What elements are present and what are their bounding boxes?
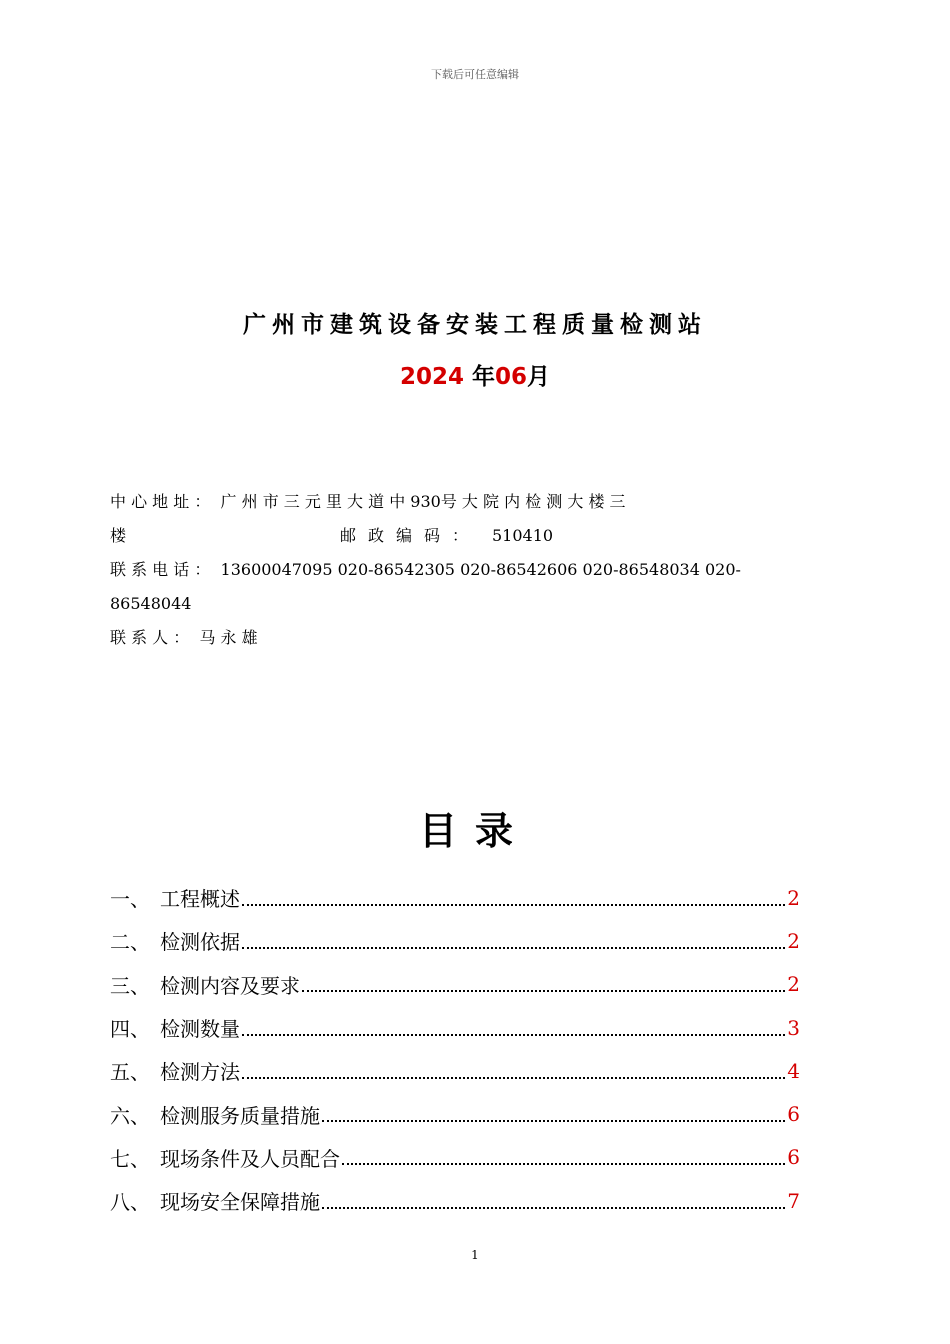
toc-item-label: 工程概述 (160, 887, 240, 912)
toc-item-number: 二、 (110, 930, 150, 955)
toc-dot-leader (242, 904, 785, 906)
phone-value: 13600047095 020-86542305 020-86542606 020-86548034 020- (220, 560, 741, 579)
toc-item-page: 2 (787, 972, 800, 997)
toc-item[interactable] (110, 963, 800, 1006)
person-value: 马 永 雄 (199, 628, 258, 647)
organization-name: 广州市建筑设备安装工程质量检测站 (243, 312, 707, 338)
page-number: 1 (471, 1248, 479, 1262)
toc-item-label: 检测内容及要求 (160, 973, 300, 998)
toc-item[interactable] (110, 1136, 800, 1179)
table-of-contents (110, 876, 800, 1222)
zip-value: 510410 (492, 526, 554, 545)
toc-item-page: 6 (787, 1145, 800, 1170)
toc-item-number: 四、 (110, 1017, 150, 1042)
toc-item-label: 检测数量 (160, 1017, 240, 1042)
phone-continuation: 86548044 (110, 594, 192, 613)
toc-item-label: 检测服务质量措施 (160, 1103, 320, 1128)
toc-item-number: 六、 (110, 1103, 150, 1128)
date-month: 06 (495, 364, 528, 390)
toc-item[interactable] (110, 919, 800, 962)
toc-item[interactable] (110, 1092, 800, 1135)
header-note: 下载后可任意编辑 (431, 68, 519, 81)
toc-item-number: 八、 (110, 1190, 150, 1215)
toc-item-page: 2 (787, 928, 800, 953)
toc-item-number: 五、 (110, 1060, 150, 1085)
toc-item[interactable] (110, 1049, 800, 1092)
toc-dot-leader (322, 1207, 785, 1209)
phone-label: 联 系 电 话 ： (110, 560, 211, 579)
toc-item-label: 现场条件及人员配合 (160, 1146, 340, 1171)
date-month-unit: 月 (527, 364, 551, 390)
toc-dot-leader (242, 1034, 785, 1036)
toc-item-number: 三、 (110, 973, 150, 998)
toc-item-label: 检测方法 (160, 1060, 240, 1085)
toc-item-number: 一、 (110, 887, 150, 912)
toc-item-label: 检测依据 (160, 930, 240, 955)
phone-cont-line (110, 587, 832, 621)
document-date (0, 358, 950, 391)
toc-item[interactable] (110, 1179, 800, 1222)
address-label: 中 心 地 址 ： (110, 492, 211, 511)
toc-dot-leader (322, 1120, 785, 1122)
date-year-unit: 年 (463, 364, 495, 390)
toc-dot-leader (242, 947, 785, 949)
address-value: 广 州 市 三 元 里 大 道 中 930号 大 院 内 检 测 大 楼 三 (220, 492, 626, 511)
address-cont-line (110, 519, 832, 553)
toc-item-label: 现场安全保障措施 (160, 1190, 320, 1215)
toc-item-number: 七、 (110, 1146, 150, 1171)
address-line (110, 485, 832, 519)
date-year: 2024 (399, 364, 464, 390)
toc-dot-leader (342, 1163, 785, 1165)
zip-label: 邮政编码： (340, 526, 481, 545)
toc-dot-leader (242, 1077, 785, 1079)
phone-line (110, 553, 832, 587)
person-label: 联 系 人 ： (110, 628, 190, 647)
toc-dot-leader (302, 990, 785, 992)
toc-item-page: 4 (787, 1058, 800, 1083)
toc-item-page: 3 (787, 1015, 800, 1040)
person-line (110, 621, 832, 655)
toc-item-page: 6 (787, 1102, 800, 1127)
toc-item-page: 7 (787, 1188, 800, 1213)
toc-item[interactable] (110, 1006, 800, 1049)
toc-item[interactable] (110, 876, 800, 919)
toc-title: 目录 (418, 809, 531, 853)
contact-block (110, 485, 832, 655)
toc-item-page: 2 (787, 885, 800, 910)
address-continuation: 楼 (110, 526, 127, 545)
